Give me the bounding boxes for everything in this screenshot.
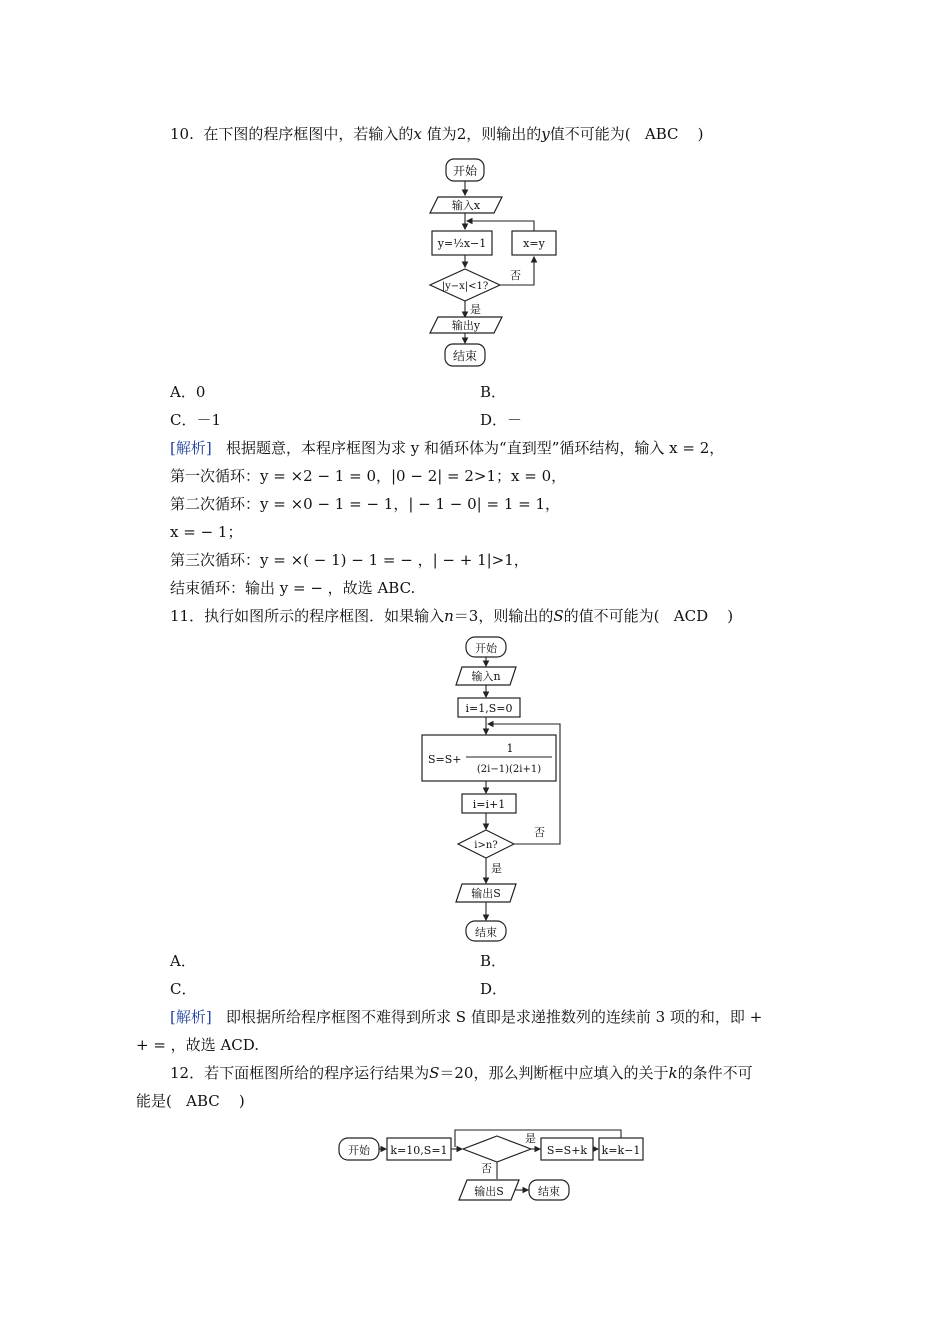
analysis-tag: [解析]	[170, 439, 212, 457]
q10-start-text: 开始	[452, 164, 478, 178]
svg-text:k=10,S=1: k=10,S=1	[390, 1144, 448, 1157]
q10-answer: ABC	[644, 125, 679, 143]
svg-text:输出S: 输出S	[474, 1185, 504, 1198]
q10-analysis-line-5: 第三次循环：y = ×( − 1) − 1 = − ，| − + 1|>1，	[170, 551, 529, 569]
q10-analysis-line-4: x = − 1；	[170, 523, 243, 541]
q12-condition-node	[463, 1136, 531, 1162]
q11-option-a: A．	[170, 952, 196, 970]
q11-option-d: D．	[480, 980, 508, 998]
svg-text:结束: 结束	[538, 1185, 560, 1198]
svg-text:否: 否	[510, 269, 521, 282]
q10-flowchart	[420, 155, 560, 370]
q10-option-c: C．－1	[170, 411, 222, 429]
svg-text:k=k−1: k=k−1	[601, 1144, 641, 1157]
svg-text:(2i−1)(2i+1): (2i−1)(2i+1)	[476, 764, 542, 775]
q10-analysis-line-3: 第二次循环：y = ×0 − 1 = − 1，| − 1 − 0| = 1 = 1，	[170, 495, 561, 513]
svg-text:结束: 结束	[452, 349, 478, 363]
analysis-tag: [解析]	[170, 1008, 212, 1026]
svg-text:S=S+: S=S+	[428, 753, 462, 766]
q12-answer: ABC	[186, 1092, 220, 1110]
q11-stem: 11．执行如图所示的程序框图．如果输入n＝3，则输出的S的值不可能为( ACD )	[170, 607, 734, 625]
svg-text:输出S: 输出S	[471, 887, 501, 900]
svg-text:1: 1	[506, 742, 514, 755]
q10-analysis-line-1: [解析] 根据题意，本程序框图为求 y 和循环体为“直到型”循环结构，输入 x = 2，	[170, 439, 725, 457]
q11-analysis-line-2: + = ，故选 ACD.	[136, 1036, 260, 1054]
svg-text:i=1,S=0: i=1,S=0	[465, 702, 513, 715]
svg-text:S=S+k: S=S+k	[546, 1144, 588, 1157]
svg-text:x=y: x=y	[523, 237, 545, 250]
q10-option-d: D．－	[480, 411, 523, 429]
svg-text:输入x: 输入x	[451, 199, 481, 212]
svg-text:y=½x−1: y=½x−1	[437, 237, 487, 250]
q10-option-b: B．	[480, 383, 507, 401]
svg-text:开始: 开始	[348, 1144, 370, 1157]
svg-text:否: 否	[481, 1162, 492, 1175]
svg-text:是: 是	[470, 303, 481, 316]
q11-answer: ACD	[673, 607, 709, 625]
svg-text:结束: 结束	[475, 926, 497, 939]
q10-option-a: A．0	[170, 383, 206, 401]
q10-stem: 10. 在下图的程序框图中，若输入的x 值为2，则输出的y值不可能为( ABC )	[170, 125, 704, 143]
q11-analysis-line-1: [解析] 即根据所给程序框图不难得到所求 S 值即是求递推数列的连续前 3 项的和，即 +	[170, 1008, 763, 1026]
svg-text:是: 是	[525, 1132, 536, 1145]
q11-option-c: C．	[170, 980, 197, 998]
q12-stem: 12．若下面框图所给的程序运行结果为S＝20，那么判断框中应填入的关于k的条件不可	[170, 1064, 753, 1082]
q10-analysis-line-2: 第一次循环：y = ×2 − 1 = 0，|0 − 2| = 2>1；x = 0，	[170, 467, 567, 485]
svg-text:|y−x|<1?: |y−x|<1?	[441, 281, 489, 292]
q12-flowchart	[335, 1124, 655, 1206]
svg-text:否: 否	[534, 826, 545, 839]
svg-text:i=i+1: i=i+1	[472, 798, 506, 811]
svg-text:输出y: 输出y	[451, 319, 481, 332]
svg-text:输入n: 输入n	[471, 670, 501, 683]
q11-flowchart	[418, 634, 568, 946]
q10-analysis-line-6: 结束循环：输出 y = − ，故选 ABC.	[170, 579, 416, 597]
svg-text:开始: 开始	[475, 642, 497, 655]
svg-text:是: 是	[491, 862, 502, 875]
svg-text:i>n?: i>n?	[474, 840, 498, 851]
q11-option-b: B．	[480, 952, 507, 970]
q12-stem-cont: 能是( ABC )	[136, 1092, 245, 1110]
